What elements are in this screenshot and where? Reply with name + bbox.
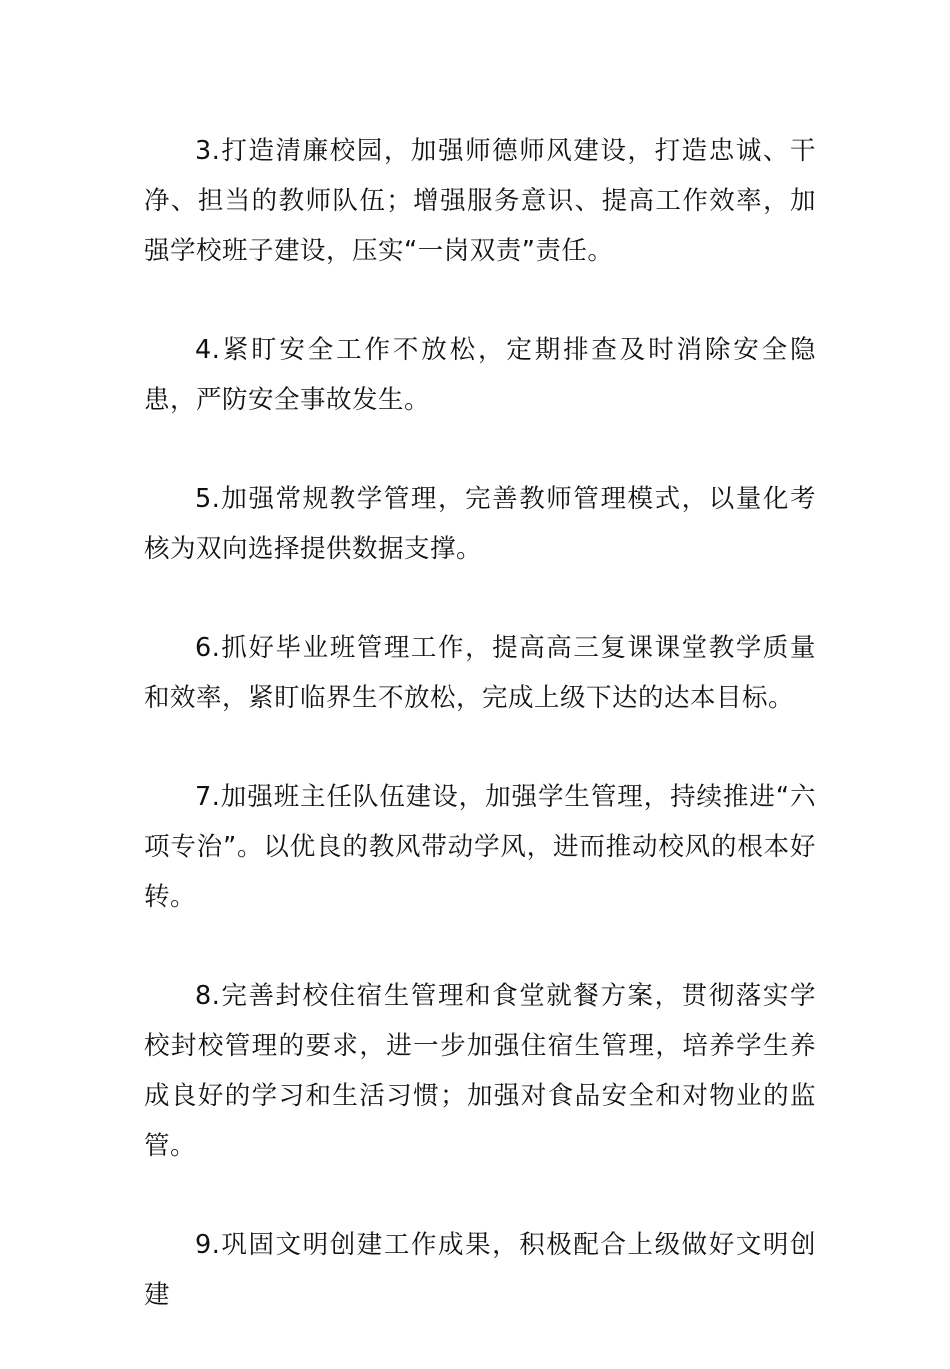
paragraph-item-6: 6.抓好毕业班管理工作，提高高三复课课堂教学质量和效率，紧盯临界生不放松，完成上级下达的达本目标。 bbox=[144, 633, 816, 713]
paragraph-item-8: 8.完善封校住宿生管理和食堂就餐方案，贯彻落实学校封校管理的要求，进一步加强住宿生管理，培养学生养成良好的学习和生活习惯；加强对食品安全和对物业的监管。 bbox=[144, 981, 816, 1161]
paragraph-item-7: 7.加强班主任队伍建设，加强学生管理，持续推进“六项专治”。以优良的教风带动学风，进而推动校风的根本好转。 bbox=[144, 782, 816, 912]
document-body bbox=[144, 126, 816, 1369]
paragraph-item-9: 9.巩固文明创建工作成果，积极配合上级做好文明创建 bbox=[144, 1230, 816, 1310]
paragraph-item-4: 4.紧盯安全工作不放松，定期排查及时消除安全隐患，严防安全事故发生。 bbox=[144, 335, 816, 415]
paragraph-item-3: 3.打造清廉校园，加强师德师风建设，打造忠诚、干净、担当的教师队伍；增强服务意识、提高工作效率，加强学校班子建设，压实“一岗双责”责任。 bbox=[144, 136, 816, 266]
paragraph-item-5: 5.加强常规教学管理，完善教师管理模式，以量化考核为双向选择提供数据支撑。 bbox=[144, 484, 816, 564]
